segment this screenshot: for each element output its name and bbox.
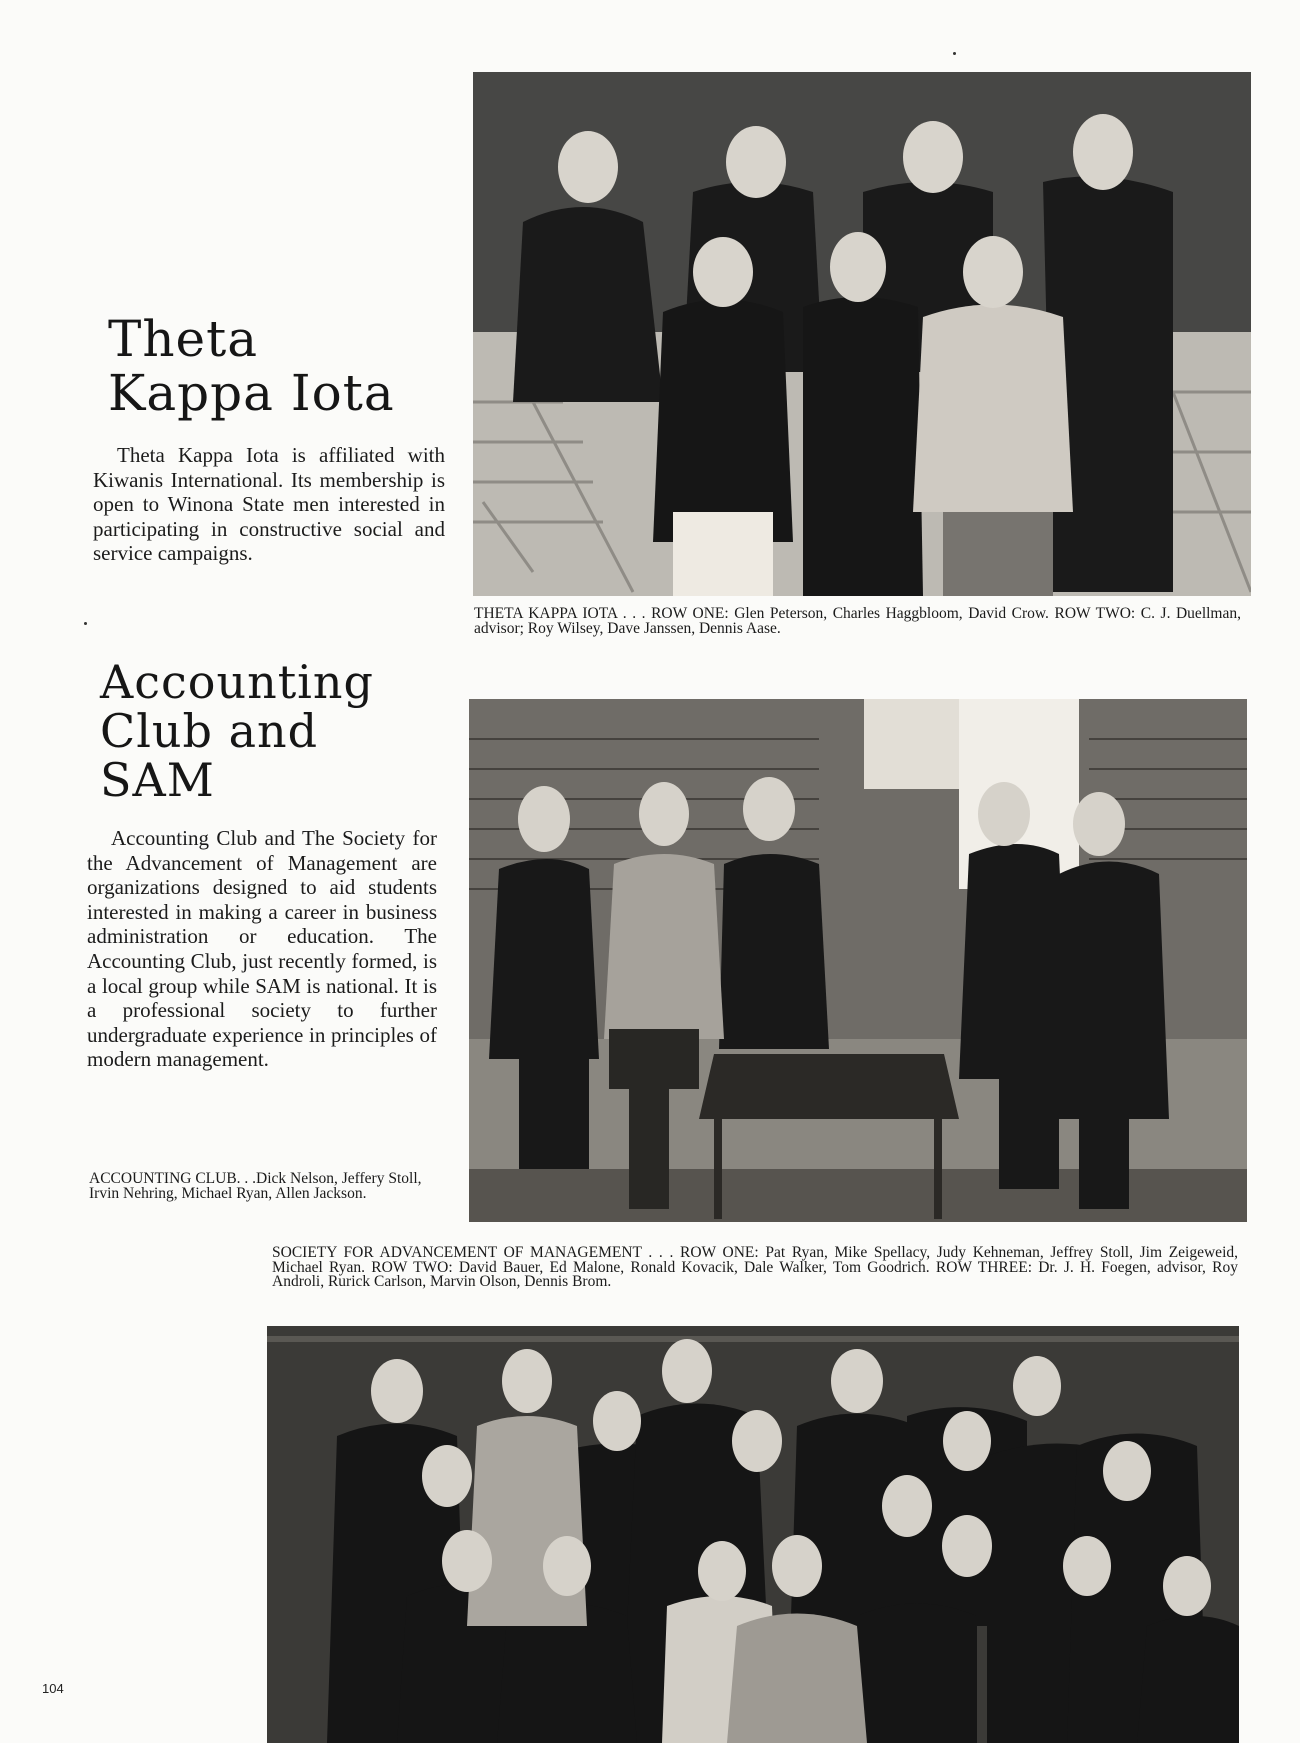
theta-heading-line-1: Theta: [108, 310, 259, 368]
accounting-heading-line-1: Accounting: [100, 655, 374, 709]
accounting-club-sam-heading: [100, 655, 374, 807]
theta-kappa-iota-description: Theta Kappa Iota is affiliated with Kiwanis International. Its membership is open to Winona State men interested in participating in constructive social and service campaigns.: [93, 443, 445, 566]
accounting-heading-line-3: SAM: [100, 753, 215, 807]
sam-caption: SOCIETY FOR ADVANCEMENT OF MANAGEMENT . . . ROW ONE: Pat Ryan, Mike Spellacy, Judy Kehneman, Jeffrey Stoll, Jim Zeigeweid, Michael Ryan. ROW TWO: David Bauer, Ed Malone, Ronald Kovacik, Dale Walker, Tom Goodrich. ROW THREE: Dr. J. H. Foegen, advisor, Roy Androli, Rurick Carlson, Marvin Olson, Dennis Brom.: [272, 1244, 1238, 1290]
accounting-club-caption: ACCOUNTING CLUB. . .Dick Nelson, Jeffery Stoll, Irvin Nehring, Michael Ryan, Allen Jackson.: [89, 1170, 422, 1202]
accounting-club-sam-description: Accounting Club and The Society for the Advancement of Management are organizations designed to aid students interested in making a career in business administration or education. The Accounting Club, just recently formed, is a local group while SAM is national. It is a professional society to further undergraduate experience in principles of modern management.: [87, 826, 437, 1072]
accounting-heading-line-2: Club and: [100, 704, 319, 758]
theta-photo-image: [473, 72, 1251, 596]
print-speck: [84, 622, 87, 625]
theta-kappa-iota-heading: [108, 312, 395, 420]
sam-photo: [267, 1326, 1239, 1743]
sam-photo-image: [267, 1326, 1239, 1743]
accounting-club-photo: [469, 699, 1247, 1222]
page-number: 104: [42, 1681, 64, 1696]
theta-kappa-iota-photo: [473, 72, 1251, 596]
print-speck: [953, 52, 956, 55]
theta-heading-line-2: Kappa Iota: [108, 364, 395, 422]
accounting-photo-image: [469, 699, 1247, 1222]
theta-kappa-iota-caption: THETA KAPPA IOTA . . . ROW ONE: Glen Peterson, Charles Haggbloom, David Crow. ROW TWO: C. J. Duellman, advisor; Roy Wilsey, Dave Janssen, Dennis Aase.: [474, 605, 1241, 637]
